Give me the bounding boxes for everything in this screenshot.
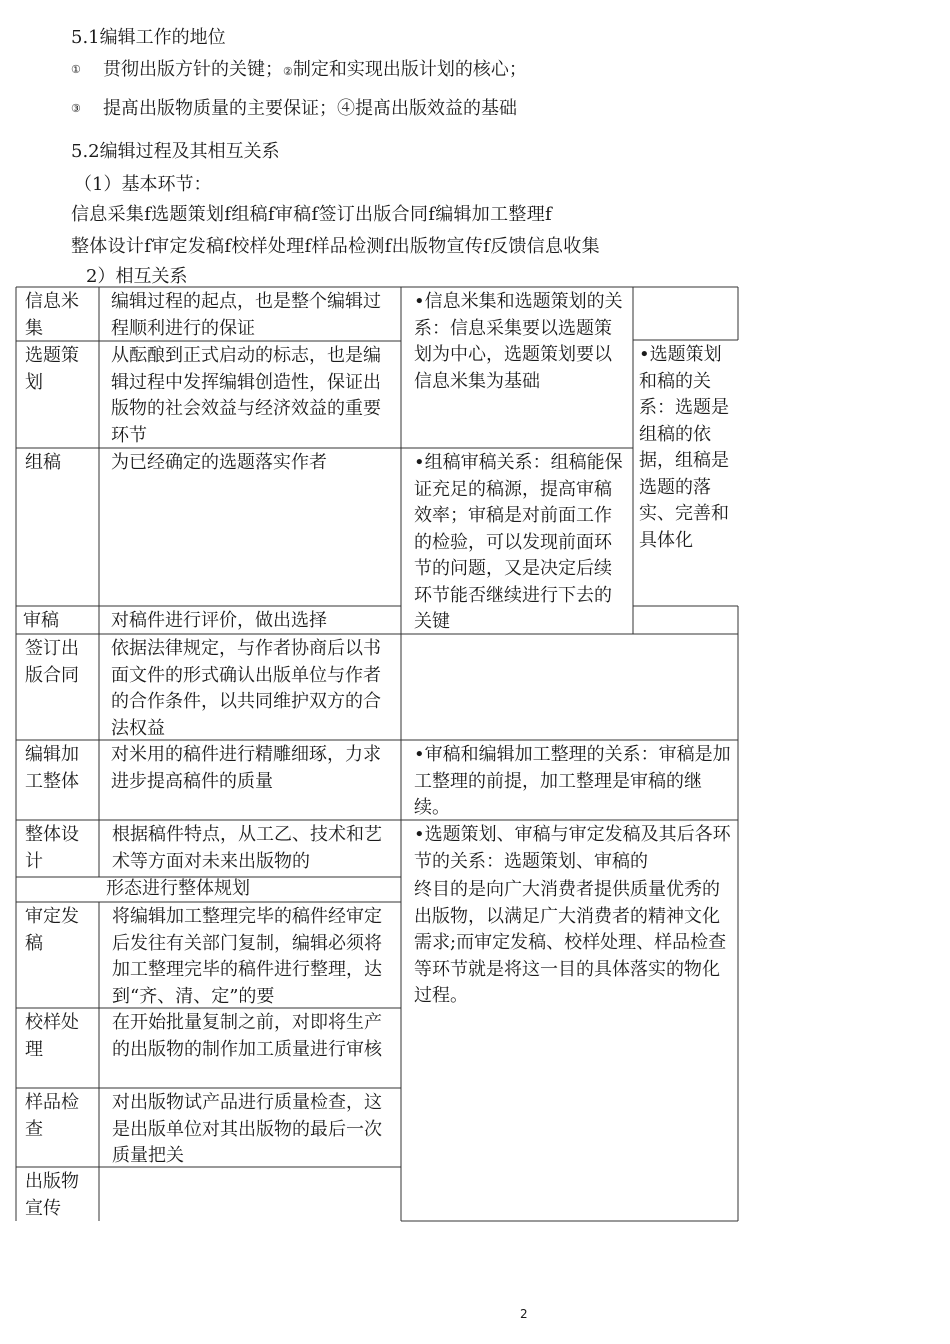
table-row-desc: 对稿件进行评价，做出选择 [111, 610, 327, 631]
flow-line: 整体设计f审定发稿f校样处理f样品检测f出版物宣传f反馈信息收集 [71, 236, 600, 257]
table-row-desc: 形态进行整体规划 [106, 878, 250, 899]
table-row-stage: 审定发稿 [25, 906, 79, 954]
table-row-stage: 审稿 [23, 610, 59, 631]
table-row-stage: 样品检查 [25, 1092, 79, 1140]
table-row-desc: 对出版物试产品进行质量检查，这是出版单位对其出版物的最后一次质量把关 [112, 1092, 382, 1166]
table-row-stage: 校样处理 [25, 1012, 79, 1060]
table-row-stage: 组稿 [25, 452, 61, 473]
relation-note: •选题策划、审稿与审定发稿及其后各环节的关系：选题策划、审稿的 [414, 824, 731, 872]
relation-note: 终目的是向广大消费者提供质量优秀的出版物，以满足广大消费者的精神文化需求;而审定发稿、校样处理、样品检查等环节就是将这一目的具体落实的物化过程。 [414, 879, 727, 1006]
table-row-stage: 编辑加工整体 [25, 744, 79, 792]
flow-line: 信息采集f选题策划f组稿f审稿f签订出版合同f编辑加工整理f [71, 204, 552, 225]
table-row-desc: 编辑过程的起点，也是整个编辑过程顺利进行的保证 [111, 291, 381, 339]
page-number: 2 [520, 1307, 528, 1321]
table-row-desc: 依据法律规定，与作者协商后以书面文件的形式确认出版单位与作者的合作条件，以共同维护双方的合法权益 [111, 638, 381, 739]
relation-note: •审稿和编辑加工整理的关系：审稿是加工整理的前提，加工整理是审稿的继续。 [414, 744, 731, 818]
table-row-desc: 为已经确定的选题落实作者 [111, 452, 327, 473]
table-row-desc: 将编辑加工整理完毕的稿件经审定后发往有关部门复制，编辑必须将加工整理完毕的稿件进行整理，达到“齐、清、定”的要 [112, 906, 382, 1007]
item-marker: ② [283, 65, 293, 78]
table-row-desc: 在开始批量复制之前，对即将生产的出版物的制作加工质量进行审核 [112, 1012, 382, 1060]
relation-note: •信息米集和选题策划的关系：信息采集要以选题策划为中心，选题策划要以信息米集为基础 [414, 291, 623, 392]
subheading: （1）基本环节： [74, 174, 212, 195]
table-row-stage: 选题策划 [25, 345, 79, 393]
table-row-desc: 从酝酿到正式启动的标志，也是编辑过程中发挥编辑创造性，保证出版物的社会效益与经济效益的重要环节 [111, 345, 381, 446]
item-marker: ③ [71, 102, 81, 115]
table-row-stage: 签订出版合同 [25, 638, 79, 686]
table-row-stage: 出版物宣传 [25, 1171, 79, 1219]
section-5-2-title: 5.2编辑过程及其相互关系 [71, 141, 280, 162]
table-row-stage: 信息米集 [25, 291, 79, 339]
subheading: 2）相互关系 [86, 266, 188, 287]
table-row-desc: 对米用的稿件进行精雕细琢，力求进步提高稿件的质量 [111, 744, 381, 792]
relation-note: •选题策划和稿的关系：选题是组稿的依据，组稿是选题的落实、完善和具体化 [639, 344, 729, 551]
item-text: 制定和实现出版计划的核心； [292, 59, 527, 80]
section-5-1-title: 5.1编辑工作的地位 [71, 27, 226, 48]
relation-note: •组稿审稿关系：组稿能保证充足的稿源，提高审稿效率；审稿是对前面工作的检验，可以发现前面环节的问题，又是决定后续环节能否继续进行下去的关键 [414, 452, 623, 632]
item-marker: ① [71, 63, 81, 76]
item-text: 提髙出版物质量的主要保证；④提髙出版效益的基础 [103, 98, 517, 119]
item-text: 贯彻出版方针的关键； [103, 59, 283, 80]
table-row-stage: 整体设计 [25, 824, 79, 872]
table-row-desc: 根据稿件特点，从工乙、技术和艺术等方面对未来出版物的 [112, 824, 382, 872]
